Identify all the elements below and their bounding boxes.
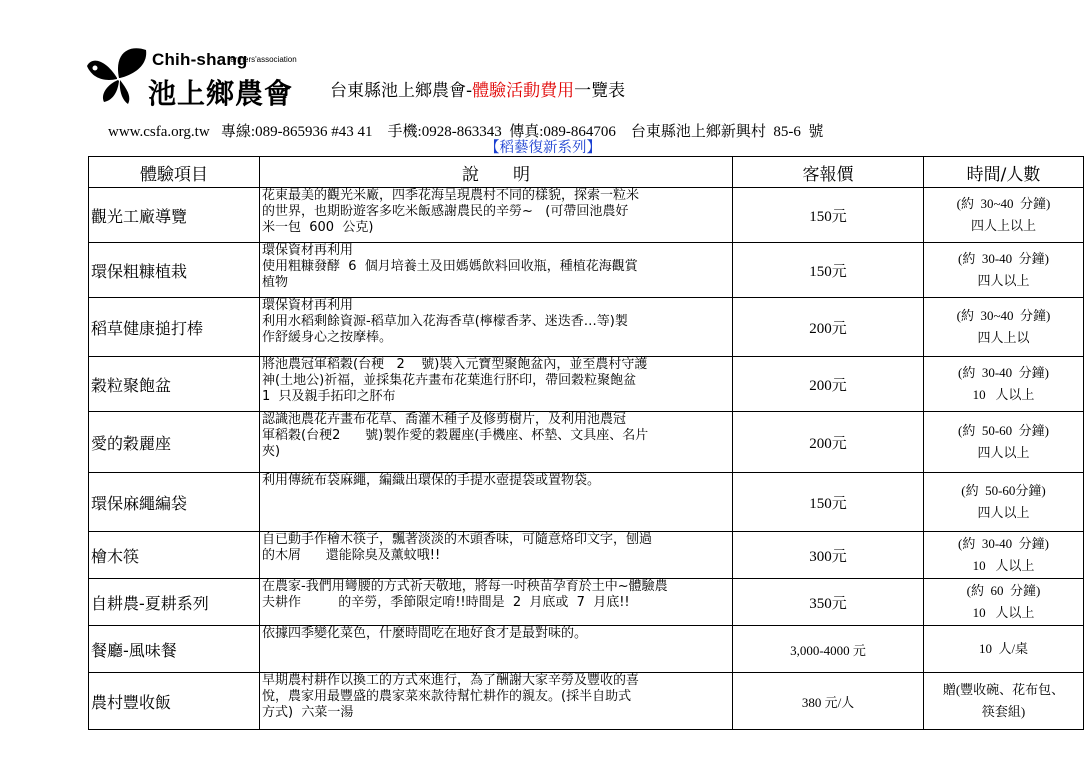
item-time-people (924, 579, 1084, 626)
description-line: 使用粗糠發酵 6 個月培養土及田媽媽飲料回收瓶，種植花海觀賞 (262, 259, 638, 274)
item-name: 自耕農-夏耕系列 (89, 579, 260, 626)
logo-english-name: Chih-shang (152, 50, 248, 69)
logo (86, 44, 297, 110)
time-line: (約 30-40 分鐘) (958, 536, 1049, 551)
item-time-people (924, 243, 1084, 298)
title-highlight: 體驗活動費用 (472, 81, 575, 101)
item-time-people (924, 357, 1084, 412)
description-line: 將池農冠軍稻穀(台稉 2 號)裝入元寶型聚飽盆內，並至農村守護 (262, 357, 648, 372)
item-name: 稻草健康搥打棒 (89, 298, 260, 357)
header-price: 客報價 (733, 157, 924, 188)
time-line: 10 人以上 (972, 558, 1035, 573)
item-price: 150元 (733, 473, 924, 532)
description-line: 軍稻穀(台稉2 號)製作愛的穀麗座(手機座、杯墊、文具座、名片 (262, 428, 649, 443)
series-title: 【稻藝復新系列】 (485, 140, 601, 156)
item-price: 3,000-4000 元 (733, 626, 924, 673)
time-line: (約 30-40 分鐘) (958, 251, 1049, 266)
description-line: 花東最美的觀光米廠，四季花海呈現農村不同的樣貌，探索一粒米 (262, 188, 640, 203)
title-prefix: 台東縣池上鄉農會- (330, 81, 473, 101)
description-line: 依據四季變化菜色，什麼時間吃在地好食才是最對味的。 (262, 626, 588, 641)
time-line: (約 30~40 分鐘) (956, 196, 1051, 211)
item-name: 餐廳-風味餐 (89, 626, 260, 673)
time-line: 10 人/桌 (978, 641, 1029, 656)
header-description: 說 明 (260, 157, 733, 188)
item-description (260, 357, 733, 412)
item-price: 300元 (733, 532, 924, 579)
time-line: 10 人以上 (972, 605, 1035, 620)
item-name: 環保麻繩編袋 (89, 473, 260, 532)
table-row (89, 298, 1084, 357)
description-line: 的木屑 還能除臭及薰蚊哦!! (262, 548, 441, 563)
item-time-people (924, 188, 1084, 243)
fee-table (88, 156, 1084, 730)
contact-line: www.csfa.org.tw 專線:089-865936 #43 41 手機:0928-863343 傳真:089-864706 台東縣池上鄉新興村 85-6 號 (108, 124, 824, 140)
table-row (89, 626, 1084, 673)
item-name: 環保粗糠植栽 (89, 243, 260, 298)
time-line: (約 50-60 分鐘) (958, 423, 1049, 438)
item-price: 150元 (733, 243, 924, 298)
table-row (89, 532, 1084, 579)
time-line: 四人以上 (977, 445, 1030, 460)
table-header-row (89, 157, 1084, 188)
description-line: 作舒緩身心之按摩棒。 (262, 330, 393, 345)
description-line: 1 只及親手拓印之肧布 (262, 389, 396, 404)
item-time-people (924, 532, 1084, 579)
description-line: 夾) (262, 444, 281, 459)
item-name: 觀光工廠導覽 (89, 188, 260, 243)
item-description (260, 412, 733, 473)
description-line: 米一包 600 公克) (262, 220, 374, 235)
item-price: 350元 (733, 579, 924, 626)
item-time-people (924, 673, 1084, 730)
time-line: (約 30~40 分鐘) (956, 308, 1051, 323)
time-line: 四人以上 (977, 505, 1030, 520)
description-line: 利用水稻剩餘資源-稻草加入花海香草(檸檬香茅、迷迭香…等)製 (262, 314, 628, 329)
item-description (260, 532, 733, 579)
item-description (260, 579, 733, 626)
table-row (89, 188, 1084, 243)
item-price: 150元 (733, 188, 924, 243)
item-time-people (924, 626, 1084, 673)
item-price: 200元 (733, 412, 924, 473)
table-row (89, 673, 1084, 730)
header-time-people: 時間/人數 (924, 157, 1084, 188)
item-name: 檜木筷 (89, 532, 260, 579)
description-line: 環保資材再利用 (262, 298, 354, 313)
item-description (260, 473, 733, 532)
description-line: 的世界，也期盼遊客多吃米飯感謝農民的辛勞~ (可帶回池農好 (262, 204, 629, 219)
time-line: 贈(豐收碗、花布包、 (942, 682, 1065, 697)
item-price: 200元 (733, 298, 924, 357)
description-line: 神(土地公)祈福，並採集花卉畫布花葉進行肧印，帶回穀粒聚飽盆 (262, 373, 637, 388)
item-time-people (924, 298, 1084, 357)
description-line: 早期農村耕作以換工的方式來進行，為了酬謝大家辛勞及豐收的喜 (262, 673, 640, 688)
page-title (330, 76, 625, 101)
butterfly-logo-icon (86, 44, 152, 106)
item-name: 愛的穀麗座 (89, 412, 260, 473)
time-line: 四人上以上 (970, 218, 1036, 233)
time-line: (約 30-40 分鐘) (958, 365, 1049, 380)
item-description (260, 673, 733, 730)
item-description (260, 626, 733, 673)
table-row (89, 412, 1084, 473)
description-line: 自已動手作檜木筷子，飄著淡淡的木頭香味，可隨意烙印文字，刨過 (262, 532, 653, 547)
item-price: 200元 (733, 357, 924, 412)
item-name: 農村豐收飯 (89, 673, 260, 730)
description-line: 悅，農家用最豐盛的農家菜來款待幫忙耕作的親友。(採半自助式 (262, 689, 632, 704)
description-line: 夫耕作 的辛勞，季節限定唷!!時間是 2 月底或 7 月底!! (262, 595, 630, 610)
description-line: 利用傳統布袋麻繩，編織出環保的手提水壺提袋或置物袋。 (262, 473, 601, 488)
table-row (89, 579, 1084, 626)
time-line: 四人上以 (977, 330, 1030, 345)
item-price: 380 元/人 (733, 673, 924, 730)
description-line: 方式) 六菜一湯 (262, 705, 354, 720)
item-description (260, 243, 733, 298)
time-line: (約 50-60分鐘) (961, 483, 1046, 498)
item-description (260, 298, 733, 357)
description-line: 植物 (262, 275, 289, 290)
time-line: 10 人以上 (972, 387, 1035, 402)
logo-chinese-name: 池上鄉農會 (148, 77, 294, 110)
table-row (89, 473, 1084, 532)
title-suffix: 一覽表 (574, 81, 626, 101)
item-name: 穀粒聚飽盆 (89, 357, 260, 412)
header-item: 體驗項目 (89, 157, 260, 188)
item-time-people (924, 473, 1084, 532)
item-time-people (924, 412, 1084, 473)
item-description (260, 188, 733, 243)
time-line: (約 60 分鐘) (966, 583, 1041, 598)
description-line: 環保資材再利用 (262, 243, 354, 258)
table-row (89, 243, 1084, 298)
table-row (89, 357, 1084, 412)
logo-english-subtitle: farmers'association (228, 55, 297, 64)
time-line: 筷套組) (981, 704, 1026, 719)
description-line: 在農家-我們用彎腰的方式祈天敬地，將每一吋秧苗孕育於土中~體驗農 (262, 579, 668, 594)
description-line: 認識池農花卉畫布花草、喬灌木種子及修剪樹片，及利用池農冠 (262, 412, 627, 427)
time-line: 四人以上 (977, 273, 1030, 288)
